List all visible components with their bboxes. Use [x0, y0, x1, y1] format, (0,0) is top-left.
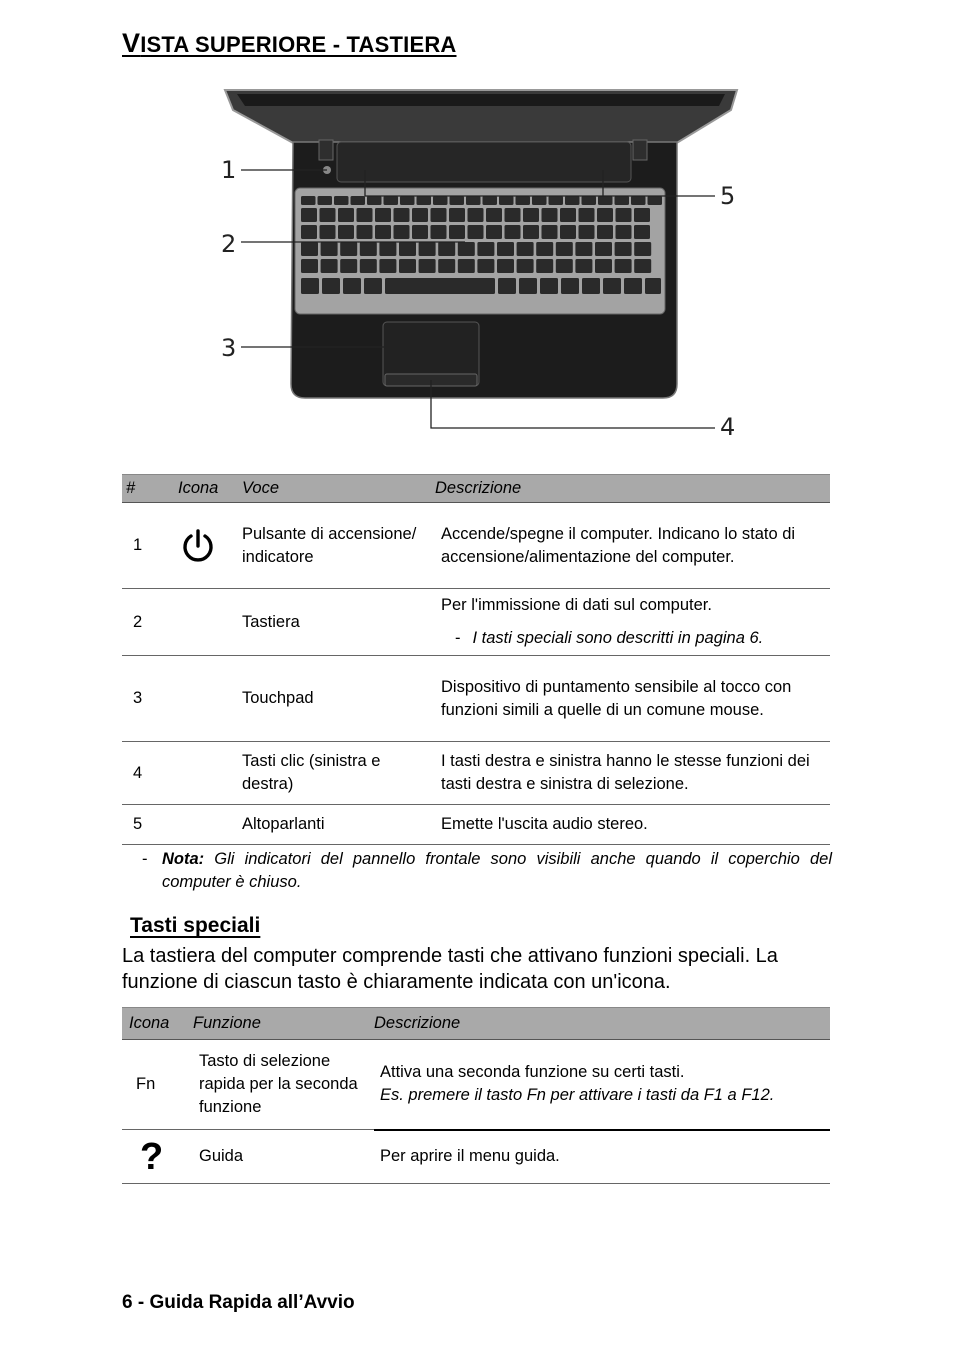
keyboard-key: [497, 242, 514, 256]
keyboard-key: [542, 225, 558, 239]
page-title: [122, 28, 457, 59]
special-keys-table: [122, 1007, 830, 1184]
note-text: Gli indicatori del pannello frontale sono visibili anche quando il coperchio del computer è chiuso.: [162, 850, 832, 891]
keyboard-key: [322, 278, 340, 294]
table-row: [122, 742, 830, 805]
keyboard-key: [505, 208, 521, 222]
row-item: Touchpad: [242, 656, 435, 742]
row-description-text: Per l'immissione di dati sul computer.: [441, 596, 712, 614]
keyboard-key: [379, 259, 396, 273]
row-number: 5: [122, 805, 178, 845]
keyboard-key: [412, 225, 428, 239]
keyboard-key: [579, 225, 595, 239]
keyboard-key: [357, 208, 373, 222]
keyboard-key: [575, 259, 592, 273]
keyboard-key: [384, 196, 399, 205]
note-bullet: -: [142, 850, 148, 868]
keyboard-key: [615, 196, 630, 205]
table-row: [122, 1130, 830, 1184]
keyboard-key: [438, 259, 455, 273]
keyboard-key: [379, 242, 396, 256]
col-header-num: #: [122, 475, 178, 503]
keyboard-key: [357, 225, 373, 239]
keyboard-key: [321, 259, 338, 273]
keyboard-key: [477, 259, 494, 273]
keyboard-key: [340, 259, 357, 273]
keyboard-key: [301, 225, 317, 239]
laptop-illustration: [215, 84, 755, 444]
keyboard-key: [450, 196, 465, 205]
keyboard-key: [616, 225, 632, 239]
components-table: [122, 474, 830, 845]
keyboard-key: [351, 196, 366, 205]
keyboard-key: [536, 242, 553, 256]
keyboard-key: [517, 242, 534, 256]
row-description: Emette l'uscita audio stereo.: [435, 805, 830, 845]
row-description-text: Attiva una seconda funzione su certi tasti.: [380, 1063, 685, 1082]
col-header-description: Descrizione: [435, 475, 830, 503]
keyboard-key: [556, 242, 573, 256]
callout-3: 3: [221, 334, 237, 362]
components-table-header: [122, 475, 830, 503]
row-number: 2: [122, 589, 178, 656]
keyboard-key: [367, 196, 382, 205]
table-row: [122, 589, 830, 656]
keyboard-key: [431, 208, 447, 222]
callout-4: 4: [720, 413, 736, 441]
special-keys-intro: La tastiera del computer comprende tasti che attivano funzioni speciali. La funzione di ciascun tasto è chiaramente indicata con un'icona.: [122, 945, 778, 993]
keyboard-key: [449, 225, 465, 239]
keyboard-key: [301, 208, 317, 222]
row-item: Altoparlanti: [242, 805, 435, 845]
keyboard-key: [597, 208, 613, 222]
keyboard-key: [579, 208, 595, 222]
keyboard-key: [394, 208, 410, 222]
keyboard-key: [648, 196, 663, 205]
keyboard-key: [360, 242, 377, 256]
keyboard-key: [338, 208, 354, 222]
row-item: Tastiera: [242, 589, 435, 656]
keyboard-key: [575, 242, 592, 256]
keyboard-key: [320, 208, 336, 222]
note: [142, 848, 832, 894]
col-header-description: Descrizione: [374, 1008, 830, 1040]
table-row: [122, 656, 830, 742]
keyboard-key: [399, 242, 416, 256]
keyboard-key: [431, 225, 447, 239]
keyboard-key: [419, 242, 436, 256]
page-title-rest: ISTA SUPERIORE - TASTIERA: [140, 32, 457, 57]
keyboard-key: [631, 196, 646, 205]
keyboard-key: [542, 208, 558, 222]
callout-5: 5: [720, 182, 736, 210]
keyboard-key: [483, 196, 498, 205]
help-icon: ?: [122, 1130, 193, 1184]
keyboard-key: [399, 259, 416, 273]
keyboard-key: [523, 225, 539, 239]
row-function: Tasto di selezione rapida per la seconda funzione: [193, 1040, 374, 1130]
keyboard-key: [645, 278, 661, 294]
keyboard-key: [321, 242, 338, 256]
callout-1: 1: [221, 156, 237, 184]
keyboard-key: [400, 196, 415, 205]
keyboard-key: [597, 225, 613, 239]
keyboard-key: [301, 242, 318, 256]
keyboard-key: [486, 225, 502, 239]
row-description: [374, 1040, 830, 1130]
keyboard-key: [624, 278, 642, 294]
row-function: Guida: [193, 1130, 374, 1184]
keyboard-key: [634, 242, 651, 256]
keyboard-key: [438, 242, 455, 256]
row-description: Per aprire il menu guida.: [374, 1130, 830, 1184]
table-row: [122, 805, 830, 845]
keyboard-key: [343, 278, 361, 294]
fn-key-icon: Fn: [122, 1040, 193, 1130]
special-keys-table-header: [122, 1008, 830, 1040]
keyboard-key: [458, 259, 475, 273]
keyboard-key: [320, 225, 336, 239]
keyboard-key: [334, 196, 349, 205]
keyboard-key: [433, 196, 448, 205]
page-footer: 6 - Guida Rapida all’Avvio: [122, 1292, 355, 1313]
keyboard-key: [519, 278, 537, 294]
keyboard-key: [394, 225, 410, 239]
keyboard-key: [497, 259, 514, 273]
row-number: 1: [122, 503, 178, 589]
keyboard-key: [634, 225, 650, 239]
row-description: Accende/spegne il computer. Indicano lo stato di accensione/alimentazione del computer.: [435, 503, 830, 589]
power-icon: [180, 528, 216, 564]
row-item: Pulsante di accensione/ indicatore: [242, 503, 435, 589]
row-number: 3: [122, 656, 178, 742]
keyboard-key: [468, 225, 484, 239]
callout-2: 2: [221, 230, 237, 258]
keyboard-key: [634, 259, 651, 273]
keyboard-key: [595, 242, 612, 256]
keyboard-key: [385, 278, 495, 294]
keyboard-key: [523, 208, 539, 222]
note-label: Nota:: [162, 850, 205, 868]
keyboard-key: [603, 278, 621, 294]
keyboard-key: [560, 225, 576, 239]
row-description-note: - I tasti speciali sono descritti in pagina 6.: [455, 629, 764, 647]
row-description: [435, 589, 830, 656]
keyboard-key: [412, 208, 428, 222]
row-description: I tasti destra e sinistra hanno le stesse funzioni dei tasti destra e sinistra di selezione.: [435, 742, 830, 805]
row-description-example: Es. premere il tasto Fn per attivare i tasti da F1 a F12.: [380, 1086, 775, 1105]
keyboard-key: [549, 196, 564, 205]
keyboard-key: [477, 242, 494, 256]
special-keys-heading: Tasti speciali: [130, 914, 261, 937]
keyboard-key: [301, 259, 318, 273]
keyboard-key: [375, 208, 391, 222]
row-icon-cell: [178, 503, 242, 589]
keyboard-key: [516, 196, 531, 205]
table-row: [122, 1040, 830, 1130]
keyboard-key: [616, 208, 632, 222]
page-title-initial: V: [122, 28, 141, 58]
keyboard-key: [301, 278, 319, 294]
keyboard-key: [318, 196, 333, 205]
keyboard-key: [468, 208, 484, 222]
keyboard-key: [517, 259, 534, 273]
keyboard-key: [556, 259, 573, 273]
row-description: Dispositivo di puntamento sensibile al tocco con funzioni simili a quelle di un comune mouse.: [435, 656, 830, 742]
col-header-function: Funzione: [193, 1008, 374, 1040]
keyboard-key: [498, 278, 516, 294]
col-header-icon: Icona: [178, 475, 242, 503]
keyboard-key: [499, 196, 514, 205]
keyboard-key: [582, 196, 597, 205]
keyboard-key: [536, 259, 553, 273]
keyboard-key: [340, 242, 357, 256]
keyboard-key: [532, 196, 547, 205]
keyboard-key: [338, 225, 354, 239]
keyboard-key: [615, 242, 632, 256]
keyboard-key: [615, 259, 632, 273]
keyboard-key: [582, 278, 600, 294]
keyboard-note-link-text[interactable]: I tasti speciali sono descritti in pagina 6.: [472, 629, 764, 647]
keyboard-key: [360, 259, 377, 273]
keyboard-key: [486, 208, 502, 222]
keyboard-key: [505, 225, 521, 239]
table-row: [122, 503, 830, 589]
laptop-top-view-figure: [215, 84, 755, 444]
keyboard-key: [565, 196, 580, 205]
col-header-icon: Icona: [122, 1008, 193, 1040]
keyboard-key: [364, 278, 382, 294]
keyboard-key: [634, 208, 650, 222]
row-number: 4: [122, 742, 178, 805]
keyboard-key: [598, 196, 613, 205]
col-header-item: Voce: [242, 475, 435, 503]
keyboard-key: [540, 278, 558, 294]
keyboard-key: [595, 259, 612, 273]
keyboard-key: [561, 278, 579, 294]
keyboard-key: [417, 196, 432, 205]
keyboard-key: [560, 208, 576, 222]
keyboard-key: [301, 196, 316, 205]
row-item: Tasti clic (sinistra e destra): [242, 742, 435, 805]
keyboard-key: [419, 259, 436, 273]
keyboard-key: [458, 242, 475, 256]
keyboard-key: [466, 196, 481, 205]
keyboard-key: [449, 208, 465, 222]
keyboard-key: [375, 225, 391, 239]
